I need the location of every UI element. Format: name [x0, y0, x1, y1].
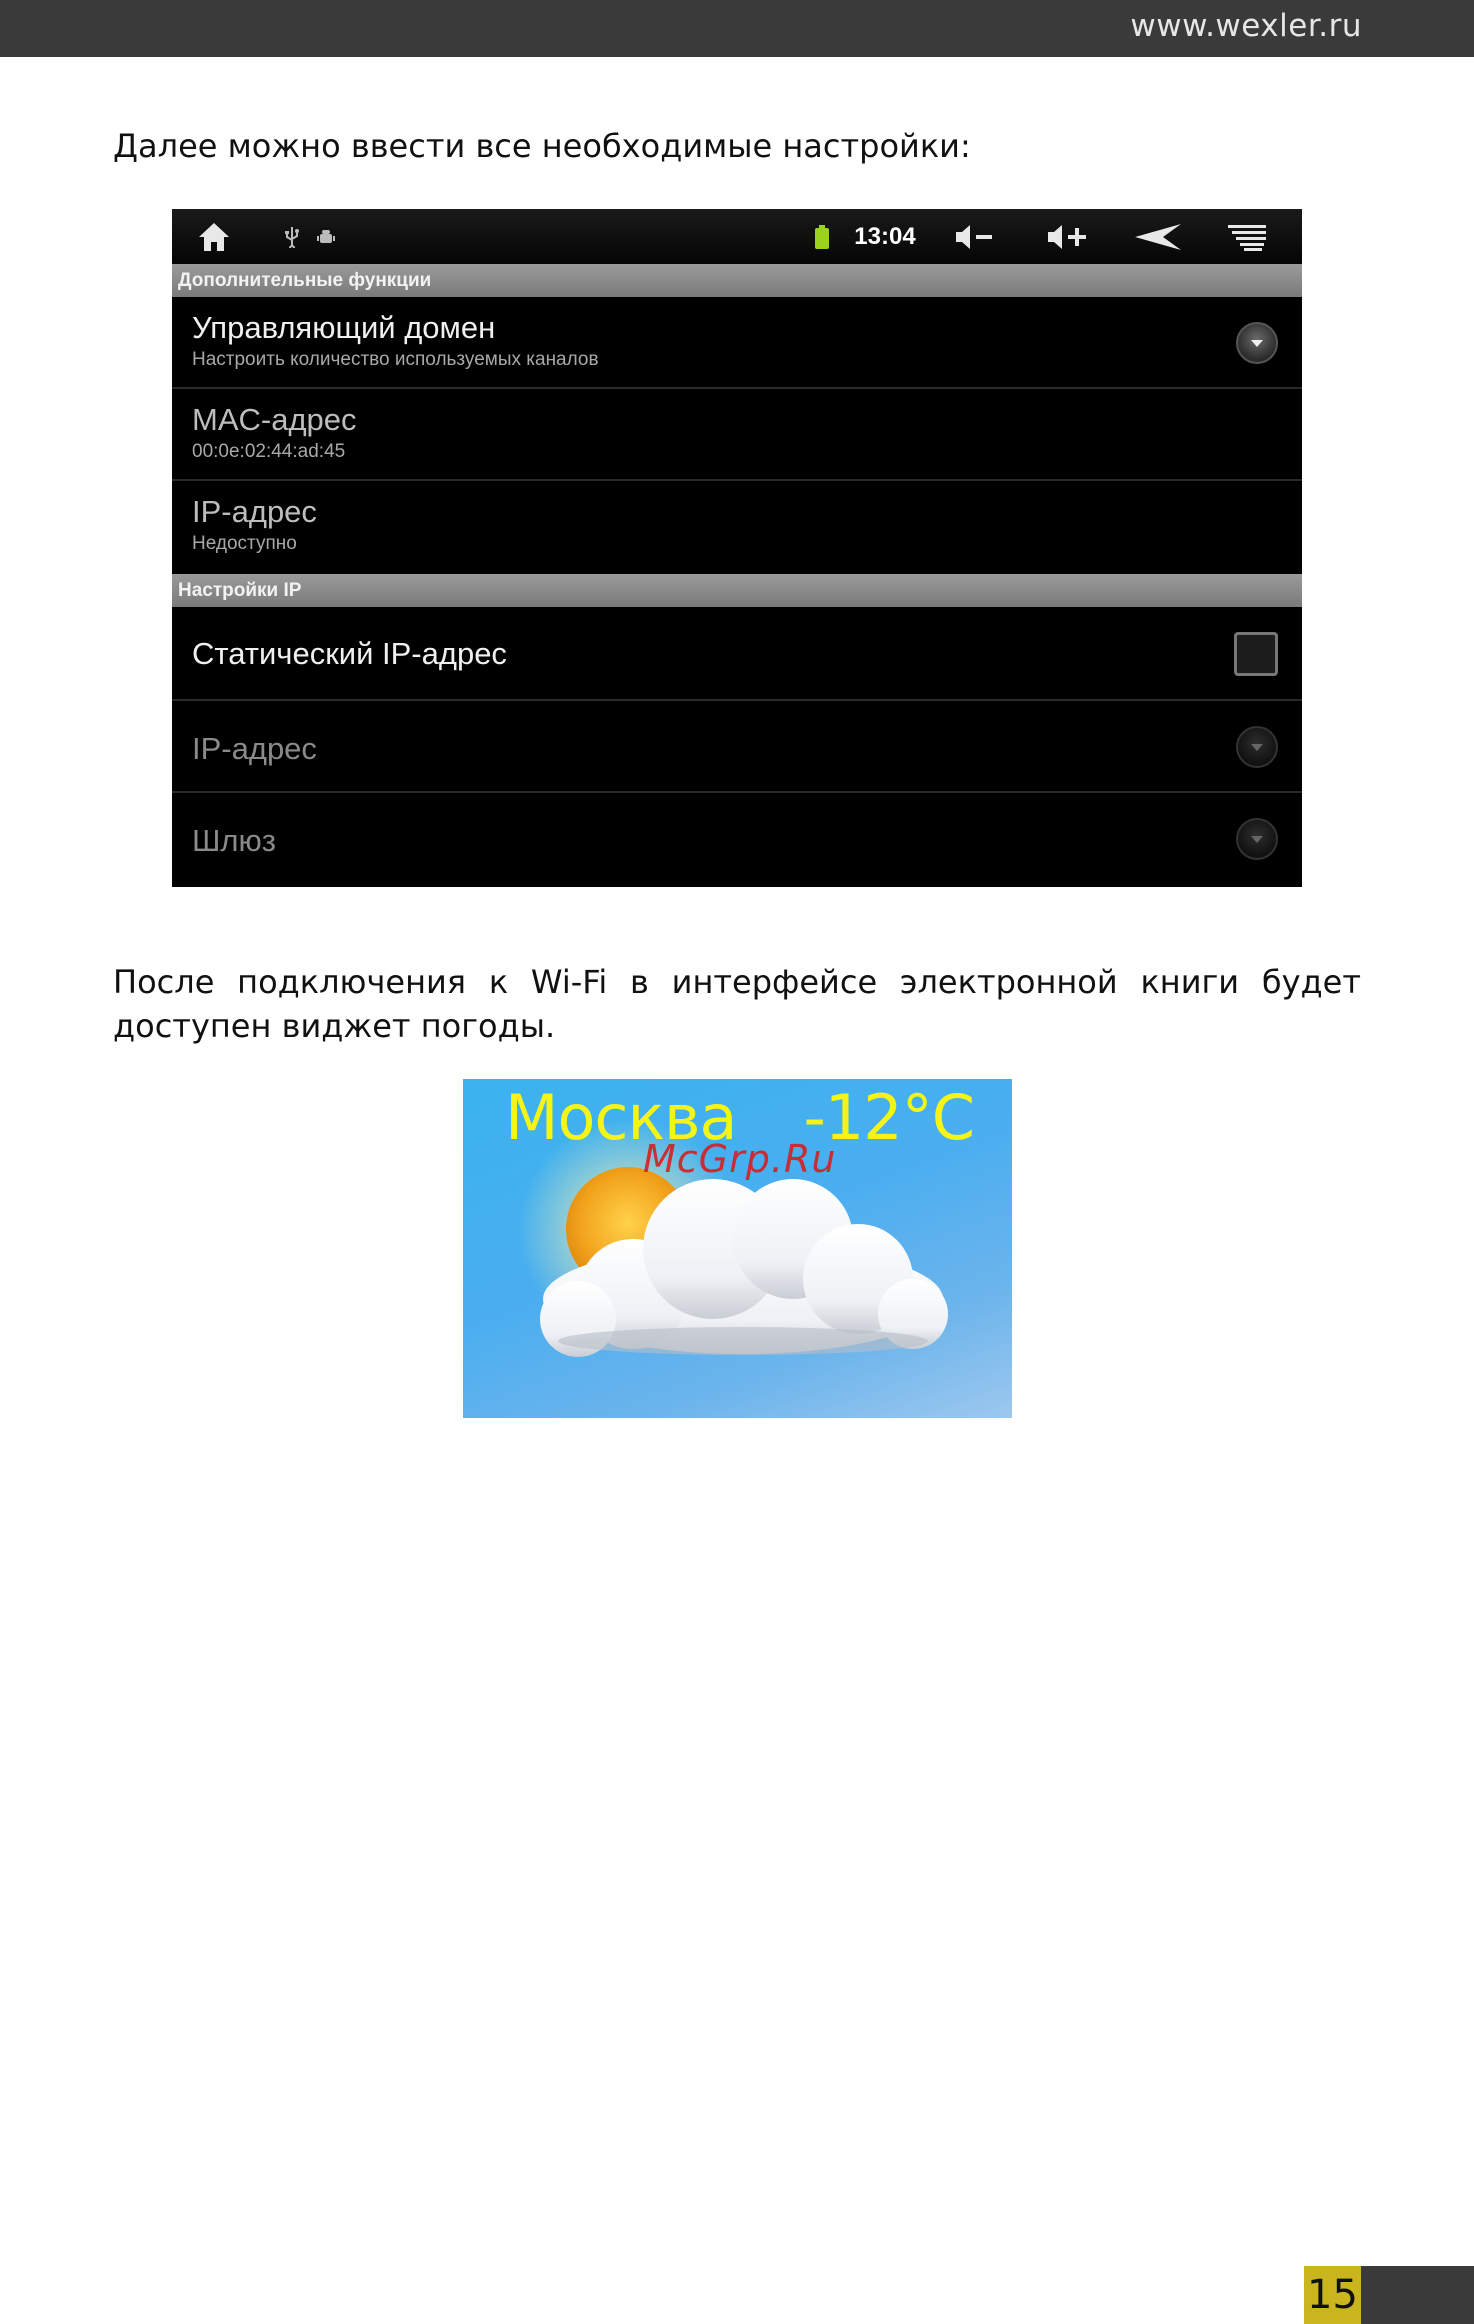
- intro-paragraph: Далее можно ввести все необходимые настройки:: [113, 127, 971, 165]
- status-bar: [172, 209, 1302, 264]
- setting-static-ip[interactable]: [172, 607, 1302, 701]
- site-url: www.wexler.ru: [1130, 8, 1362, 44]
- weather-widget[interactable]: [463, 1079, 1012, 1418]
- setting-regulatory-domain[interactable]: [172, 297, 1302, 389]
- status-time: 13:04: [854, 222, 916, 250]
- setting-subtitle: 00:0e:02:44:ad:45: [192, 441, 346, 462]
- volume-down-icon[interactable]: [952, 209, 998, 264]
- debug-icon: [314, 209, 338, 264]
- menu-icon[interactable]: [1227, 209, 1267, 264]
- back-icon[interactable]: [1132, 209, 1184, 264]
- setting-mac-address: [172, 389, 1302, 481]
- home-icon[interactable]: [194, 209, 234, 264]
- watermark: McGrp.Ru: [643, 1137, 837, 1181]
- section-header-ip-settings: Настройки IP: [172, 574, 1302, 607]
- weather-temperature: -12°C: [803, 1081, 974, 1154]
- weather-city: Москва: [505, 1081, 737, 1154]
- setting-subtitle: Настроить количество используемых каналов: [192, 349, 599, 370]
- setting-title: IP-адрес: [192, 731, 317, 766]
- setting-gateway[interactable]: [172, 793, 1302, 885]
- setting-ip-address-info: [172, 481, 1302, 573]
- battery-icon: [812, 209, 832, 264]
- setting-title: Шлюз: [192, 823, 276, 858]
- dropdown-arrow-icon[interactable]: [1236, 322, 1278, 364]
- footer-bar: [1361, 2266, 1474, 2324]
- dropdown-arrow-icon[interactable]: [1236, 726, 1278, 768]
- static-ip-checkbox[interactable]: [1234, 632, 1278, 676]
- page-number: 15: [1304, 2266, 1361, 2324]
- setting-title: Статический IP-адрес: [192, 636, 507, 671]
- setting-subtitle: Недоступно: [192, 533, 297, 554]
- volume-up-icon[interactable]: [1044, 209, 1094, 264]
- section-header-advanced: Дополнительные функции: [172, 264, 1302, 297]
- setting-title: IP-адрес: [192, 494, 317, 529]
- setting-ip-address[interactable]: [172, 701, 1302, 793]
- settings-screenshot: [172, 209, 1302, 887]
- header-bar: [0, 0, 1474, 57]
- dropdown-arrow-icon[interactable]: [1236, 818, 1278, 860]
- wifi-paragraph: После подключения к Wi-Fi в интерфейсе электронной книги будет доступен виджет погоды.: [113, 963, 1361, 1045]
- setting-title: Управляющий домен: [192, 310, 496, 345]
- setting-title: MAC-адрес: [192, 402, 357, 437]
- usb-icon: [280, 209, 304, 264]
